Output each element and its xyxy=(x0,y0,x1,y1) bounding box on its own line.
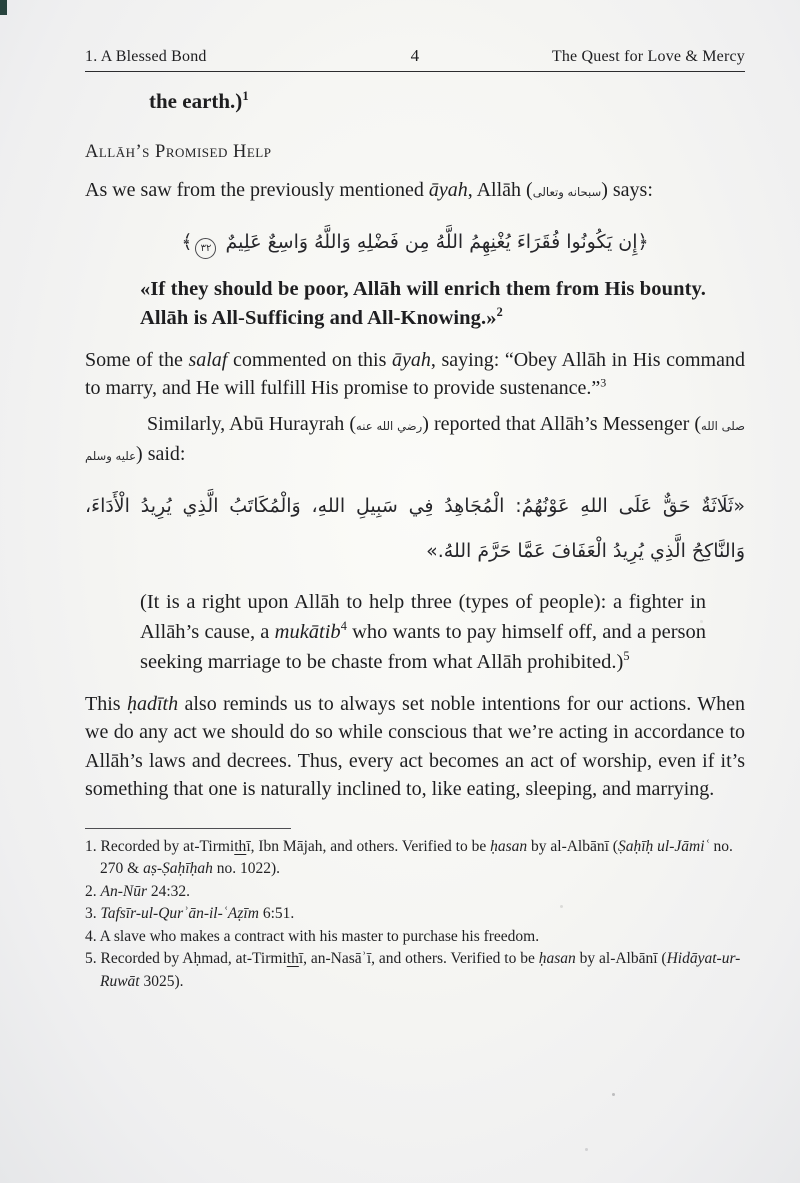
book-title: The Quest for Love & Mercy xyxy=(551,48,746,65)
quran-verse-arabic: ﴿إِن يَكُونُوا فُقَرَاءَ يُغْنِهِمُ اللَّهُ مِن فَضْلِهِ وَاللَّهُ وَاسِعٌ عَلِيمٌ ٣٢﴾ xyxy=(85,222,745,262)
section-heading: Allāh’s Promised Help xyxy=(85,142,272,162)
footnote-3: 3. Tafsīr-ul-Qurʾān-il-ʿAẓīm 6:51. xyxy=(85,905,295,922)
paragraph-salaf-comment: Some of the salaf commented on this āyah, saying: “Obey Allāh in His command to marry, and He will fulfill His promise to provide sustenance.”$^3$ xyxy=(85,348,745,399)
scan-speck xyxy=(560,905,563,908)
scan-corner-artifact xyxy=(0,0,7,15)
paragraph-closing: This ḥadīth also reminds us to always set noble intentions for our actions. When we do any act we should do so while conscious that we’re acting in accordance to Allāh’s laws and decrees. Thus, every act becomes an act of worship, even if it’s something that one is naturally inclined to, like eating, sleeping, and marrying. xyxy=(85,692,745,800)
footnote-separator xyxy=(85,828,291,829)
running-header xyxy=(85,46,745,72)
hadith-translation: (It is a right upon Allāh to help three (types of people): a fighter in Allāh’s cause, a mukātib$^4$ who wants to pay himself off, and a person seeking marriage to be chaste from what Allāh prohibited.)$^5$ xyxy=(140,590,706,673)
scan-speck xyxy=(585,1148,588,1151)
continued-quote: the earth.)$^1$ xyxy=(149,89,249,113)
quran-verse-translation: «If they should be poor, Allāh will enrich them from His bounty. Allāh is All-Sufficing and All-Knowing.»$^2$ xyxy=(140,277,706,329)
page-content xyxy=(85,46,745,993)
footnote-1: 1. Recorded by at-Tirmithī, Ibn Mājah, and others. Verified to be ḥasan by al-Albānī (Ṣaḥīḥ ul-Jāmiʿ no. 270 & aṣ-Ṣaḥīḥah no. 1022). xyxy=(85,837,733,877)
paragraph-similarly: Similarly, Abū Hurayrah (رضي الله عنه) reported that Allāh’s Messenger (صلى الله عليه وسلم) said: xyxy=(85,412,745,465)
footnote-5: 5. Recorded by Aḥmad, at-Tirmithī, an-Nasāʾī, and others. Verified to be ḥasan by al-Albānī (Hidāyat-ur-Ruwāt 3025). xyxy=(85,950,741,990)
footnotes-section xyxy=(85,828,745,994)
page-number: 4 xyxy=(410,46,420,65)
scan-speck xyxy=(612,1093,615,1096)
hadith-arabic: «ثَلَاثَةٌ حَقٌّ عَلَى اللهِ عَوْنُهُمُ: الْمُجَاهِدُ فِي سَبِيلِ اللهِ، وَالْمُكَاتَبُ الَّذِي يُرِيدُ الْأَدَاءَ، وَالنَّاكِحُ الَّذِي يُرِيدُ الْعَفَافَ عَمَّا حَرَّمَ اللهُ.» xyxy=(85,494,745,562)
chapter-title: 1. A Blessed Bond xyxy=(85,48,207,65)
footnote-4: 4. A slave who makes a contract with his master to purchase his freedom. xyxy=(85,927,540,945)
paragraph-intro: As we saw from the previously mentioned āyah, Allāh (سبحانه وتعالى) says: xyxy=(85,179,653,201)
footnote-2: 2. An-Nūr 24:32. xyxy=(85,882,191,900)
scan-speck xyxy=(700,620,703,623)
